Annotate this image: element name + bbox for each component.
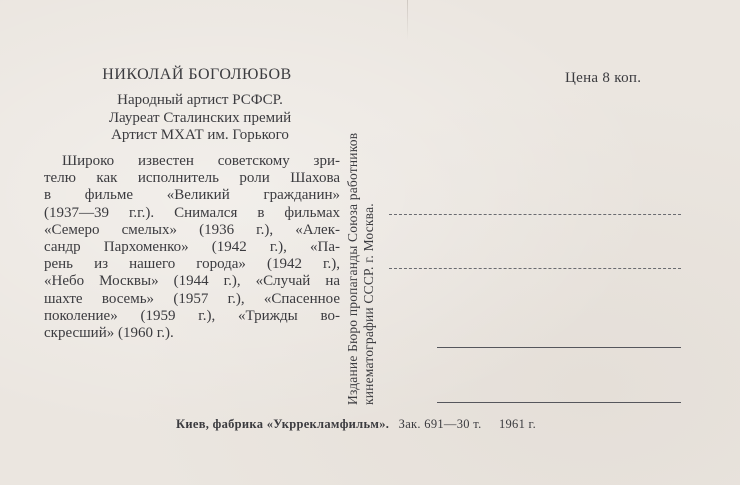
bio-line: «Семеро смелых» (1936 г.), «Алек- xyxy=(44,221,340,238)
bio-line: поколение» (1959 г.), «Трижды во- xyxy=(44,307,340,324)
print-imprint xyxy=(176,417,536,432)
price-label: Цена 8 коп. xyxy=(565,70,642,86)
bio-line: «Небо Москвы» (1944 г.), «Случай на xyxy=(44,273,340,290)
printer-name: Киев, фабрика «Укррекламфильм». xyxy=(176,417,390,431)
title-line: Лауреат Сталинских премий xyxy=(108,109,292,126)
bio-line: телю как исполнитель роли Шахова xyxy=(44,170,340,187)
address-line xyxy=(437,402,681,403)
bio-line: шахте восемь» (1957 г.), «Спасенное xyxy=(44,290,340,307)
bio-line: в фильме «Великий гражданин» xyxy=(44,187,340,204)
biography xyxy=(44,153,340,342)
paper-crease xyxy=(407,0,408,40)
publisher-imprint xyxy=(345,133,377,405)
title-line: Народный артист РСФСР. xyxy=(117,92,283,108)
bio-line: скресший» (1960 г.). xyxy=(44,325,174,342)
address-line xyxy=(389,214,681,215)
order-number: Зак. 691—30 т. xyxy=(398,417,482,431)
publisher-line: Издание Бюро пропаганды Союза работников xyxy=(345,132,360,405)
bio-line: рень из нашего города» (1942 г.), xyxy=(44,256,340,273)
actor-titles xyxy=(60,92,340,145)
actor-name: НИКОЛАЙ БОГОЛЮБОВ xyxy=(102,66,292,83)
address-line xyxy=(437,347,681,348)
title-line: Артист МХАТ им. Горького xyxy=(111,127,289,143)
bio-line: (1937—39 г.г.). Снимался в фильмах xyxy=(44,204,340,221)
bio-line: сандр Пархоменко» (1942 г.), «Па- xyxy=(44,239,340,256)
bio-line: Широко известен советскому зри- xyxy=(62,153,340,169)
print-year: 1961 г. xyxy=(498,417,537,431)
publisher-line: кинематографии СССР. г. Москва. xyxy=(361,203,376,405)
address-line xyxy=(389,268,681,269)
